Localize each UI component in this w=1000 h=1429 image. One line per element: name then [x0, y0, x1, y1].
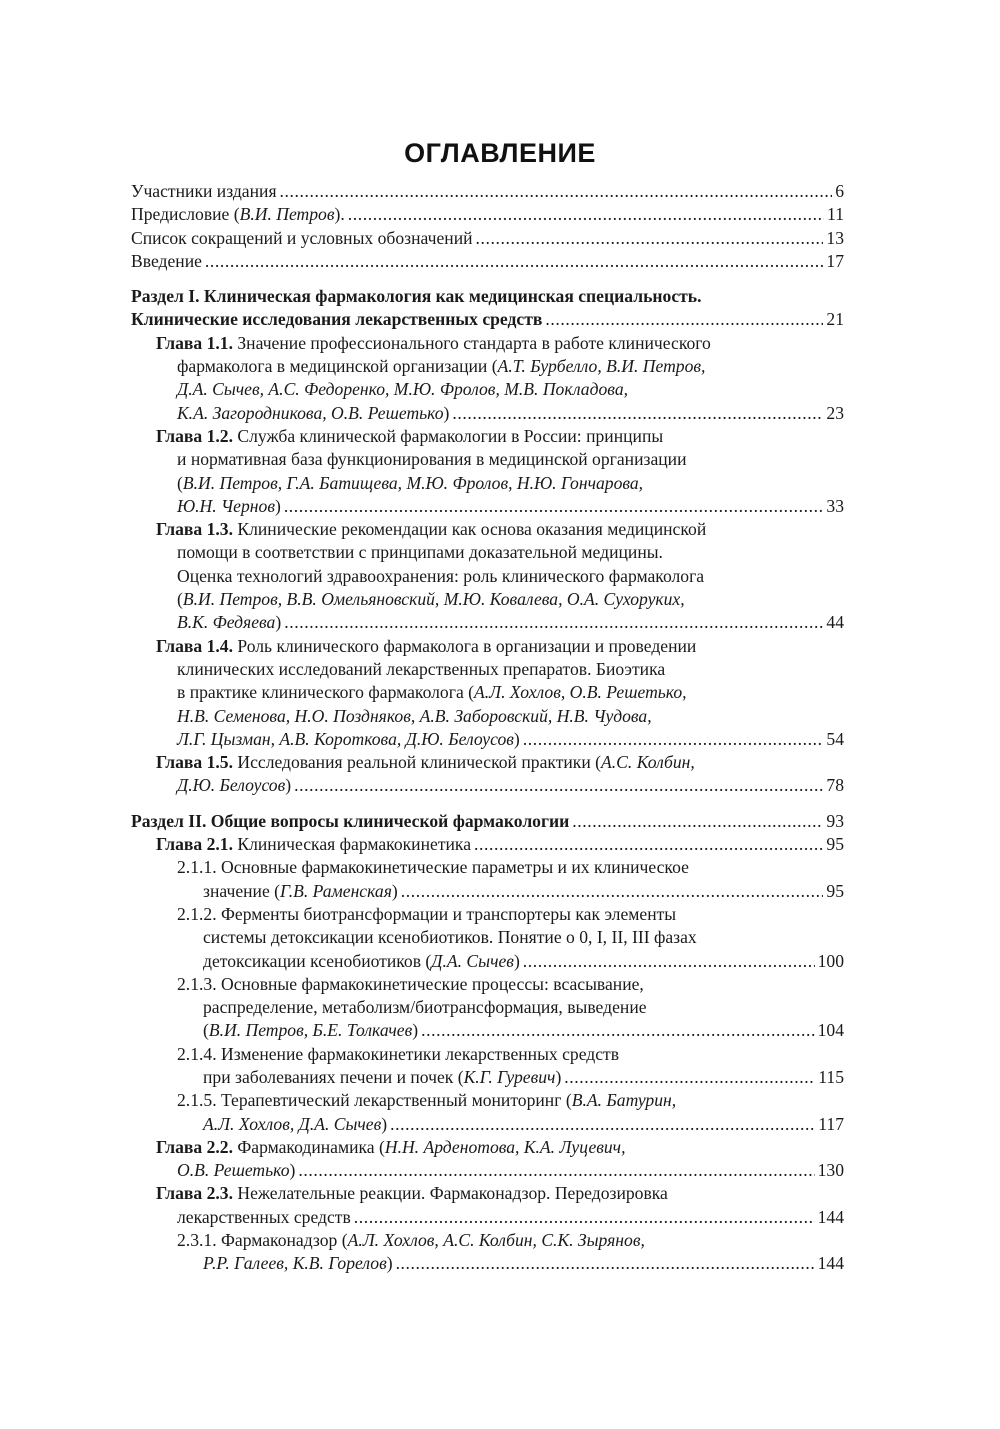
entry-author: А.Л. Хохлов, Д.А. Сычев — [203, 1113, 382, 1134]
entry-author: В.И. Петров, В.В. Омельяновский, М.Ю. Ковалева, О.А. Сухоруких, — [182, 589, 685, 610]
subsection-entry[interactable]: 2.1.3. Основные фармакокинетические процессы: всасывание, — [177, 973, 644, 994]
page-number: 95 — [826, 880, 844, 901]
dot-leader — [476, 227, 824, 250]
page-number: 54 — [826, 728, 844, 749]
page-number: 13 — [826, 227, 844, 248]
page-number: 100 — [817, 950, 844, 971]
page-number: 11 — [827, 204, 844, 225]
entry-author: А.Л. Хохлов, О.В. Решетько, — [474, 682, 687, 703]
dot-leader — [205, 250, 823, 273]
entry-author: В.К. Федяева — [177, 612, 276, 633]
table-of-contents: Участники издания ..... 6 Предисловие (В.И. Петров). ..... 11 Список сокращений и условных обозначений ..... 13 Введение ..... 17 Раздел I. Клиническая фармакология как медицинская специальность. Клинические исследования лекарственных средств ..... 21 Глава 1.1. Значение профессионального стандарта в работе клинического фармаколога в медицинской организации (А.Т. Бурбелло, В.И. Петров, Д.А. Сычев, А.С. Федоренко, М.Ю. Фролов, М.В. Покладова, К.А. Загородникова, О.В. Решетько) ..... 23 Глава 1.2. Служба клинической фармакологии в России: принципы и нормативная база функционирования в медицинской организации (В.И. Петров, Г.А. Батищева, М.Ю. Фролов, Н.Ю. Гончарова, Ю.Н. Чернов) ..... 33 Глава 1.3. Клинические рекомендации как основа оказания медицинской помощи в соответствии с принципами доказательной медицины. Оценка технологий здравоохранения: роль клинического фармаколога (В.И. Петров, В.В. Омельяновский, М.Ю. Ковалева, О.А. Сухоруких, В.К. Федяева) ..... 44 Глава 1.4. Роль клинического фармаколога в организации и проведении клинических исследований лекарственных препаратов. Биоэтика в практике клинического фармаколога (А.Л. Хохлов, О.В. Решетько, Н.В. Семенова, Н.О. Поздняков, А.В. Заборовский, Н.В. Чудова, Л.Г. Цызман, А.В. Короткова, Д.Ю. Белоусов) ..... 54 Глава 1.5. Исследования реальной клинической практики (А.С. Колбин, Д.Ю. Белоусов) ..... 78 Раздел II. Общие вопросы клинической фармакологии ..... 93 Глава 2.1. Клиническая фармакокинетика ..... 95 2.1.1. Основные фармакокинетические параметры и их клиническое значение (Г.В. Раменская) ..... 95 2.1.2. Ферменты биотрансформации и транспортеры как элементы системы детоксикации ксенобиотиков. Понятие о 0, I, II, III фазах детоксикации ксенобиотиков (Д.А. Сычев) ..... 100 2.1.3. Основные фармакокинетические процессы: всасывание, распределение, метаболизм/биотрансформация, выведение (В.И. Петров, Б.Е. Толкачев) ..... 104 2.1.4. Изменение фармакокинетики лекарственных средств при заболеваниях печени и почек (К.Г. Гуревич) ..... 115 2.1.5. Терапевтический лекарственный мониторинг (В.А. Батурин, А.Л. Хохлов, Д.А. Сычев) ..... 117 Глава 2.2. Фармакодинамика (Н.Н. Арденотова, К.А. Луцевич, О.В. Решетько) ..... 130 Глава 2.3. Нежелательные реакции. Фармаконадзор. Передозировка лекарственных средств ..... 144 2.3.1. Фармаконадзор (А.Л. Хохлов, А.С. Колбин, С.К. Зырянов, Р.Р. Галеев, К.В. Горелов) ..... 144 — [131, 180, 844, 1276]
chapter-label: Глава 1.4. — [156, 635, 233, 656]
entry-author: Д.Ю. Белоусов — [177, 775, 286, 796]
section-title: Раздел II. Общие вопросы клинической фармакологии — [131, 810, 570, 831]
page-number: 93 — [826, 810, 844, 831]
page-number: 115 — [818, 1066, 844, 1087]
entry-author: А.Л. Хохлов, А.С. Колбин, С.К. Зырянов, — [347, 1230, 645, 1251]
page-number: 144 — [817, 1253, 844, 1274]
dot-leader — [284, 495, 824, 518]
entry-author: К.Г. Гуревич — [463, 1066, 556, 1087]
page-title: ОГЛАВЛЕНИЕ — [404, 138, 596, 168]
entry-author: Д.А. Сычев, А.С. Федоренко, М.Ю. Фролов, М.В. Покладова, — [177, 379, 629, 400]
dot-leader — [298, 1159, 814, 1182]
toc-entry[interactable] — [131, 227, 844, 250]
entry-author: В.И. Петров, Б.Е. Толкачев — [208, 1020, 413, 1041]
dot-leader — [421, 1019, 815, 1042]
page-number: 78 — [826, 775, 844, 796]
page-number: 44 — [826, 612, 844, 633]
chapter-label: Глава 2.3. — [156, 1183, 233, 1204]
toc-entry[interactable] — [131, 180, 844, 203]
chapter-entry[interactable]: Глава 1.4. Роль клинического фармаколога в организации и проведении — [156, 635, 697, 656]
entry-author: А.С. Колбин, — [601, 752, 695, 773]
subsection-entry[interactable]: 2.1.2. Ферменты биотрансформации и транспортеры как элементы — [177, 903, 677, 924]
entry-text: Предисловие ( — [131, 204, 240, 225]
dot-leader — [523, 728, 824, 751]
page-number: 95 — [826, 834, 844, 855]
dot-leader — [572, 810, 823, 833]
entry-author: Ю.Н. Чернов — [177, 495, 275, 516]
section-heading[interactable] — [131, 308, 844, 331]
entry-text: Список сокращений и условных обозначений — [131, 227, 473, 248]
page-number: 23 — [826, 402, 844, 423]
entry-author: В.И. Петров — [239, 204, 335, 225]
entry-author: Г.В. Раменская — [280, 880, 392, 901]
dot-leader — [284, 611, 823, 634]
dot-leader — [401, 880, 824, 903]
entry-author: Д.А. Сычев — [431, 950, 514, 971]
entry-author: А.Т. Бурбелло, В.И. Петров, — [497, 356, 706, 377]
page-number: 104 — [817, 1020, 844, 1041]
chapter-label: Глава 1.3. — [156, 519, 233, 540]
page-number: 117 — [818, 1113, 844, 1134]
chapter-entry[interactable]: Глава 2.3. Нежелательные реакции. Фармаконадзор. Передозировка — [156, 1183, 668, 1204]
section-heading[interactable] — [131, 285, 844, 308]
chapter-entry[interactable]: Глава 2.1. Клиническая фармакокинетика ..... 95 — [131, 833, 844, 856]
chapter-label: Глава 1.1. — [156, 332, 233, 353]
entry-author: Н.Н. Арденотова, К.А. Луцевич, — [384, 1136, 626, 1157]
dot-leader — [396, 1252, 815, 1275]
chapter-label: Глава 1.5. — [156, 752, 233, 773]
entry-text: Участники издания — [131, 181, 277, 201]
subsection-entry[interactable]: 2.1.5. Терапевтический лекарственный мониторинг (В.А. Батурин, — [177, 1090, 677, 1111]
page-number: 6 — [835, 181, 844, 201]
entry-author: Р.Р. Галеев, К.В. Горелов — [203, 1253, 387, 1274]
entry-text: ). — [334, 204, 345, 225]
section-title: Клинические исследования лекарственных средств — [131, 309, 543, 330]
chapter-entry[interactable]: Глава 1.5. Исследования реальной клинической практики (А.С. Колбин, — [156, 752, 695, 773]
page-number: 33 — [826, 495, 844, 516]
page-number: 130 — [817, 1160, 844, 1181]
entry-author: О.В. Решетько — [177, 1160, 290, 1181]
chapter-entry[interactable]: Глава 1.3. Клинические рекомендации как основа оказания медицинской — [156, 519, 707, 540]
subsection-entry[interactable]: 2.1.1. Основные фармакокинетические параметры и их клиническое — [177, 857, 689, 878]
entry-author: К.А. Загородникова, О.В. Решетько — [177, 402, 444, 423]
dot-leader — [523, 950, 815, 973]
chapter-entry[interactable]: Глава 1.1. Значение профессионального стандарта в работе клинического — [156, 332, 711, 353]
page-number: 144 — [817, 1206, 844, 1227]
chapter-label: Глава 2.2. — [156, 1136, 233, 1157]
chapter-label: Глава 2.1. — [156, 834, 233, 855]
section-heading[interactable] — [131, 810, 844, 833]
dot-leader — [294, 774, 823, 797]
entry-author: Н.В. Семенова, Н.О. Поздняков, А.В. Заборовский, Н.В. Чудова, — [177, 705, 652, 726]
entry-author: В.И. Петров, Г.А. Батищева, М.Ю. Фролов, Н.Ю. Гончарова, — [182, 472, 644, 493]
page-number: 17 — [826, 250, 844, 271]
dot-leader — [280, 180, 833, 203]
toc-entry[interactable] — [131, 203, 844, 226]
chapter-entry[interactable]: Глава 1.2. Служба клинической фармакологии в России: принципы — [156, 425, 664, 446]
dot-leader — [474, 833, 823, 856]
section-title: Раздел I. Клиническая фармакология как медицинская специальность. — [131, 286, 702, 307]
subsection-entry[interactable]: 2.3.1. Фармаконадзор (А.Л. Хохлов, А.С. Колбин, С.К. Зырянов, — [177, 1230, 645, 1251]
toc-entry[interactable] — [131, 250, 844, 273]
entry-text: Введение — [131, 250, 202, 271]
entry-author: Л.Г. Цызман, А.В. Короткова, Д.Ю. Белоусов — [177, 728, 514, 749]
dot-leader — [348, 203, 824, 226]
dot-leader — [390, 1113, 815, 1136]
dot-leader — [354, 1206, 815, 1229]
chapter-label: Глава 1.2. — [156, 425, 233, 446]
dot-leader — [545, 308, 823, 331]
chapter-entry[interactable]: Глава 2.2. Фармакодинамика (Н.Н. Арденотова, К.А. Луцевич, — [156, 1136, 626, 1157]
entry-author: В.А. Батурин, — [571, 1090, 677, 1111]
page-number: 21 — [826, 309, 844, 330]
subsection-entry[interactable]: 2.1.4. Изменение фармакокинетики лекарственных средств — [177, 1043, 620, 1064]
dot-leader — [452, 402, 823, 425]
dot-leader — [564, 1066, 815, 1089]
